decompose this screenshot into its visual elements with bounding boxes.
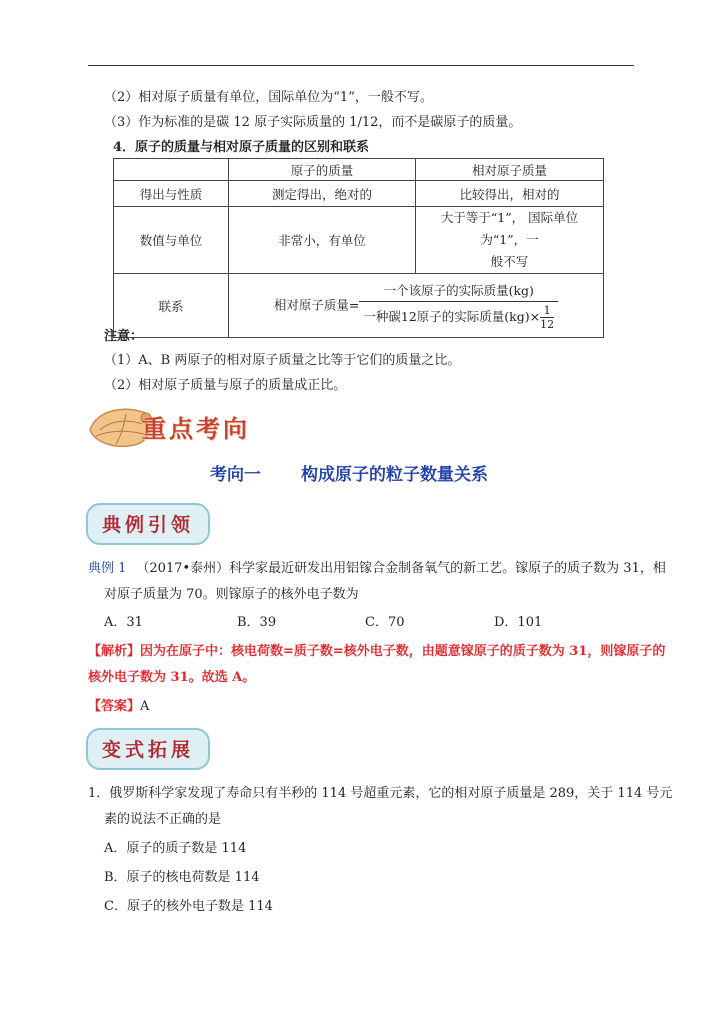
formula-lhs: 相对原子质量= [273, 297, 360, 312]
question-1-line-1: 1．俄罗斯科学家发现了寿命只有半秒的 114 号超重元素，它的相对原子质量是 289，关于 114 号元 [88, 786, 673, 801]
cell-value-relative-line1: 大于等于“1”， 国际单位为“1”，一 [440, 210, 579, 247]
option-d: D．101 [494, 615, 543, 630]
kaoxiang-label: 考向一 [210, 465, 261, 485]
note-3: （3）作为标准的是碳 12 原子实际质量的 1/12，而不是碳原子的质量。 [104, 115, 522, 130]
one-twelfth-num: 1 [540, 304, 554, 318]
one-twelfth-den: 12 [540, 317, 555, 331]
row-label-relation: 联系 [114, 274, 229, 338]
cell-value-relative [416, 207, 604, 274]
example-line-1 [88, 557, 666, 576]
one-twelfth [540, 304, 554, 331]
example-badge [86, 503, 210, 545]
formula-denominator-text: 一种碳12原子的实际质量(kg)× [363, 308, 541, 324]
notice-1: （1）A、B 两原子的相对原子质量之比等于它们的质量之比。 [104, 353, 461, 368]
banner-title: 重点考向 [142, 414, 250, 443]
answer-label: 【答案】 [88, 699, 141, 714]
formula-fraction [359, 281, 558, 331]
example-badge-label: 典例引领 [101, 514, 194, 536]
q1-option-c: C．原子的核外电子数是 114 [104, 899, 273, 914]
notice-2: （2）相对原子质量与原子的质量成正比。 [104, 378, 347, 393]
answer-line [88, 695, 149, 714]
note-2: （2）相对原子质量有单位，国际单位为“1”，一般不写。 [104, 90, 433, 105]
header-rule [88, 65, 634, 66]
q1-option-a: A．原子的质子数是 114 [104, 841, 247, 856]
kaoxiang-heading [210, 460, 488, 485]
cell-value-relative-line2: 般不写 [490, 254, 529, 269]
table-header-relative-mass: 相对原子质量 [416, 159, 604, 181]
row-label-value: 数值与单位 [114, 207, 229, 274]
notice-title: 注意： [104, 329, 144, 344]
table-corner [114, 159, 229, 181]
formula-numerator: 一个该原子的实际质量(kg) [359, 281, 558, 302]
analysis-line-1: 【解析】因为在原子中：核电荷数=质子数=核外电子数，由题意镓原子的质子数为 31，则镓原子的 [88, 644, 666, 659]
q1-option-b: B．原子的核电荷数是 114 [104, 870, 260, 885]
option-a: A．31 [104, 615, 143, 630]
section-4-title: 4．原子的质量与相对原子质量的区别和联系 [113, 140, 370, 155]
key-direction-banner [86, 400, 272, 450]
variant-badge-label: 变式拓展 [101, 739, 194, 761]
cell-origin-relative: 比较得出，相对的 [416, 181, 604, 207]
example-text-1: 科学家最近研发出用铝镓合金制备氧气的新工艺。镓原子的质子数为 31，相 [229, 561, 666, 576]
comparison-table [113, 158, 604, 338]
option-c: C．70 [365, 615, 405, 630]
question-1-line-2: 素的说法不正确的是 [104, 812, 222, 827]
cell-relation-formula [229, 274, 604, 338]
row-label-origin: 得出与性质 [114, 181, 229, 207]
variant-badge [86, 728, 210, 770]
answer-value: A [140, 699, 150, 714]
example-source: （2017•泰州） [136, 561, 230, 576]
analysis-line-2: 核外电子数为 31。故选 A。 [88, 670, 256, 685]
example-text-2: 对原子质量为 70。则镓原子的核外电子数为 [104, 587, 359, 602]
table-header-atom-mass: 原子的质量 [229, 159, 416, 181]
cell-origin-atom: 测定得出，绝对的 [229, 181, 416, 207]
kaoxiang-title: 构成原子的粒子数量关系 [301, 465, 488, 485]
cell-value-atom: 非常小，有单位 [229, 207, 416, 274]
option-b: B．39 [237, 615, 277, 630]
formula-denominator [359, 302, 558, 331]
example-label: 典例 1 [88, 561, 127, 576]
